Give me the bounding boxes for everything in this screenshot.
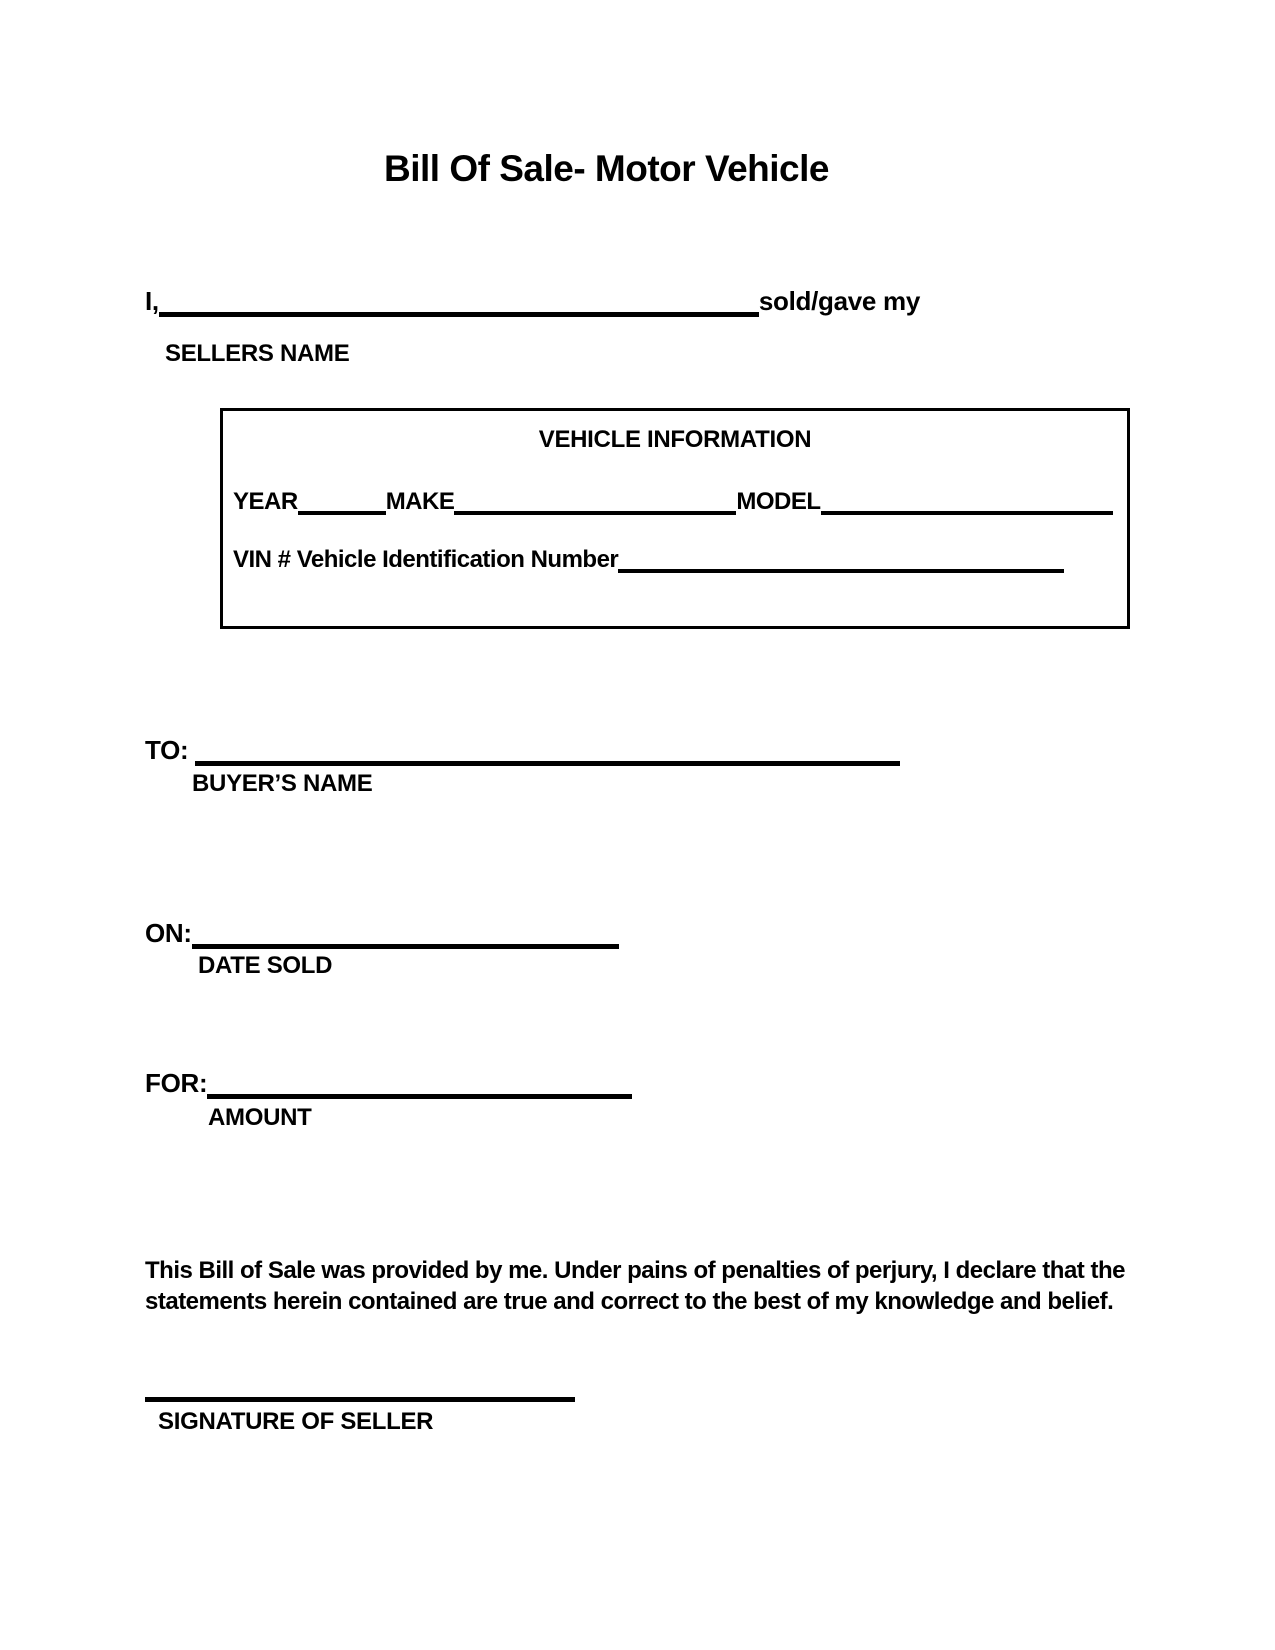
declaration-line-1: This Bill of Sale was provided by me. Under pains of penalties of perjury, I declare that the	[145, 1257, 1125, 1284]
date-line-prefix: ON:	[145, 918, 192, 948]
date-sold-label: DATE SOLD	[198, 952, 333, 979]
seller-name-blank[interactable]	[159, 312, 759, 317]
vehicle-box-heading: VEHICLE INFORMATION	[538, 426, 812, 453]
date-line	[145, 918, 619, 949]
buyer-name-label: BUYER’S NAME	[192, 770, 373, 797]
vin-blank[interactable]	[618, 569, 1064, 573]
vin-row	[233, 545, 1117, 575]
model-blank[interactable]	[821, 511, 1113, 515]
date-sold-blank[interactable]	[192, 944, 619, 949]
signature-label: SIGNATURE OF SELLER	[158, 1408, 434, 1435]
seller-line-prefix: I,	[145, 286, 159, 316]
vin-label: VIN # Vehicle Identification Number	[233, 546, 619, 573]
amount-line-prefix: FOR:	[145, 1068, 208, 1098]
seller-line	[145, 286, 920, 317]
year-label: YEAR	[233, 488, 298, 515]
page-title: Bill Of Sale- Motor Vehicle	[384, 148, 829, 189]
declaration-paragraph	[145, 1255, 1145, 1317]
seller-name-label: SELLERS NAME	[165, 340, 350, 367]
signature-blank[interactable]	[145, 1397, 575, 1402]
vehicle-information-box	[220, 408, 1130, 629]
buyer-line	[145, 735, 900, 766]
amount-blank[interactable]	[207, 1094, 632, 1099]
year-blank[interactable]	[298, 511, 386, 515]
make-blank[interactable]	[454, 511, 736, 515]
declaration-line-2: statements herein contained are true and correct to the best of my knowledge and belief.	[145, 1288, 1114, 1315]
seller-line-suffix: sold/gave my	[758, 286, 920, 316]
year-make-model-row	[233, 487, 1117, 517]
buyer-name-blank[interactable]	[195, 761, 900, 766]
model-label: MODEL	[736, 488, 821, 515]
buyer-line-prefix: TO:	[145, 735, 189, 765]
amount-line	[145, 1068, 632, 1099]
make-label: MAKE	[385, 488, 455, 515]
amount-label: AMOUNT	[208, 1104, 312, 1131]
